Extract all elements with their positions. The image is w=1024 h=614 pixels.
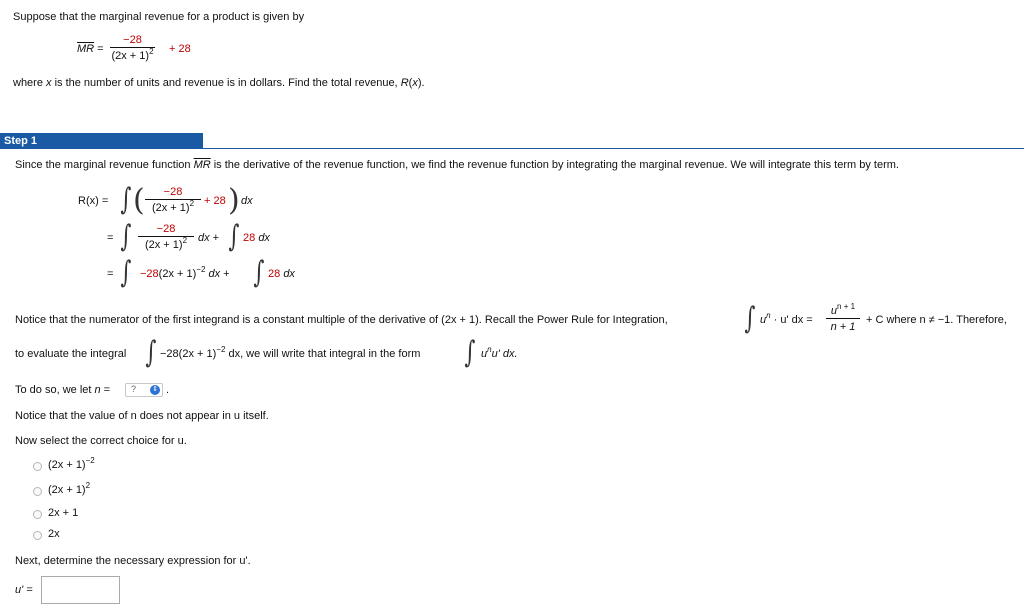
mr-label: $\overline{MR}$	[77, 43, 95, 55]
line2-numerator: −28	[156, 223, 176, 235]
choice-label: $(2x + 1)^{-2}$	[48, 456, 95, 471]
line2-dx-plus: dx +	[198, 232, 220, 244]
power-rule-numerator: $u^{n + 1}$	[830, 302, 856, 317]
radio-button[interactable]	[33, 510, 42, 519]
form-expression: $u^nu'$ dx.	[481, 345, 518, 360]
integral-sign-6: ∫	[145, 335, 157, 370]
line1-fraction	[145, 186, 201, 214]
mr-equation	[77, 43, 104, 55]
line3-28dx: 28 dx	[268, 268, 295, 280]
n-value-dropdown[interactable]	[125, 383, 163, 397]
mr-equals: =	[97, 43, 104, 55]
integral-sign-2: ∫	[120, 219, 132, 254]
let-n-text: To do so, we let n =	[15, 384, 111, 396]
power-integral-sign: ∫	[744, 301, 756, 336]
mr-plus-term: + 28	[169, 43, 191, 55]
step-header	[0, 133, 1024, 149]
problem-where: where x is the number of units and revenue is in dollars. Find the total revenue, R(x).	[13, 77, 425, 89]
power-rule-denominator: n + 1	[830, 321, 856, 333]
dropdown-placeholder: ?	[131, 384, 137, 394]
step-text: Since the marginal revenue function $\overline{MR}$ is the derivative of the revenue function, we find the revenue function by integrating the marginal revenue. We will integrate this term by term.	[15, 159, 899, 171]
integral-sign-5: ∫	[253, 255, 265, 290]
notice-line2-integral: $-28(2x + 1)^{-2}$ dx, we will write that integral in the form	[160, 345, 421, 360]
u-prime-label: u' =	[15, 584, 33, 596]
notice-line2-pre: to evaluate the integral	[15, 348, 127, 360]
line1-plus28: + 28	[204, 195, 226, 207]
left-paren: (	[133, 183, 145, 218]
derivation-lhs: R(x) =	[78, 195, 109, 207]
choice-label: 2x + 1	[48, 507, 79, 519]
select-u-text: Now select the correct choice for u.	[15, 435, 187, 447]
line1-dx: dx	[241, 195, 253, 207]
line2-28dx: 28 dx	[243, 232, 270, 244]
integral-sign-7: ∫	[464, 335, 476, 370]
right-paren: )	[228, 183, 240, 218]
line1-denominator: $(2x + 1)^2$	[151, 199, 195, 214]
power-rule-lhs: $u^n \cdot u'$ dx =	[760, 311, 813, 326]
choice-label: 2x	[48, 528, 60, 540]
line1-numerator: −28	[163, 186, 183, 198]
u-prime-input[interactable]	[41, 576, 120, 604]
mr-denominator: $(2x + 1)^2$	[111, 47, 154, 62]
let-period: .	[166, 384, 170, 396]
radio-button[interactable]	[33, 531, 42, 540]
line3-term1: $-28(2x + 1)^{-2}$ dx +	[140, 265, 230, 280]
line2-denominator: $(2x + 1)^2$	[144, 236, 188, 251]
radio-button[interactable]	[33, 462, 42, 471]
integral-sign-4: ∫	[120, 255, 132, 290]
mr-numerator: −28	[123, 34, 142, 46]
problem-intro: Suppose that the marginal revenue for a product is given by	[13, 11, 305, 23]
step-label: Step 1	[0, 133, 203, 149]
line2-fraction	[138, 223, 194, 251]
mr-fraction	[110, 34, 155, 62]
chevron-updown-icon: ⇕	[150, 385, 160, 395]
power-rule-tail: + C where n ≠ −1. Therefore,	[866, 314, 1007, 326]
line3-equals: =	[107, 268, 114, 280]
line2-equals: =	[107, 232, 114, 244]
step-divider	[0, 148, 1024, 149]
power-rule-fraction	[826, 302, 860, 333]
radio-button[interactable]	[33, 487, 42, 496]
choice-label: $(2x + 1)^2$	[48, 481, 91, 496]
next-text: Next, determine the necessary expression for u'.	[15, 555, 251, 567]
notice-n-text: Notice that the value of n does not appear in u itself.	[15, 410, 269, 422]
integral-sign-1: ∫	[120, 182, 132, 217]
integral-sign-3: ∫	[228, 219, 240, 254]
notice-line1: Notice that the numerator of the first integrand is a constant multiple of the derivative of (2x + 1). Recall the Power Rule for Integration,	[15, 314, 668, 326]
